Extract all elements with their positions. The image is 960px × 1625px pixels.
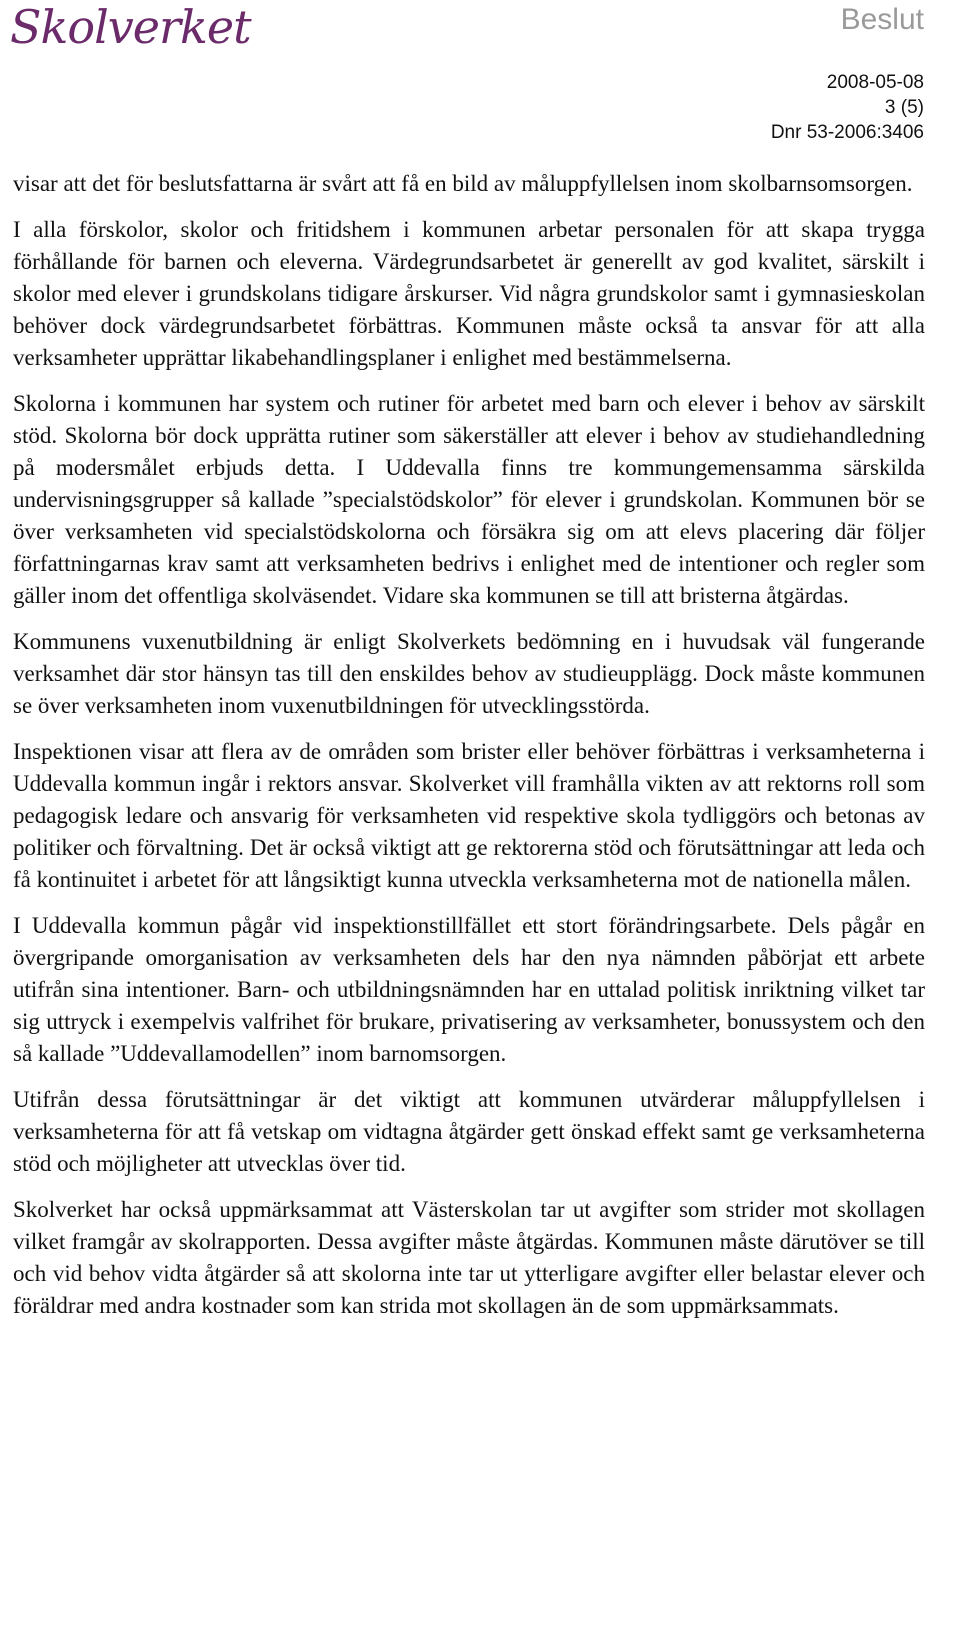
paragraph: Kommunens vuxenutbildning är enligt Skolverkets bedömning en i huvudsak väl fungerande verksamhet där stor hänsyn tas till den enskildes behov av studieupplägg. Dock måste kommunen se över verksamheten inom vuxenutbildningen för utvecklingsstörda. [13, 629, 925, 718]
paragraph: Utifrån dessa förutsättningar är det viktigt att kommunen utvärderar måluppfyllelsen i verksamheterna för att få vetskap om vidtagna åtgärder gett önskad effekt samt ge verksamheterna stöd och möjligheter att utvecklas över tid. [13, 1087, 925, 1176]
document-date: 2008-05-08 [826, 72, 924, 93]
document-meta [771, 70, 924, 145]
paragraph: I alla förskolor, skolor och fritidshem i kommunen arbetar personalen för att skapa trygga förhållande för barnen och eleverna. Värdegrundsarbetet är generellt av god kvalitet, särskilt i skolor med elever i grundskolans tidigare årskurser. Vid några grundskolor samt i gymnasieskolan behöver dock värdegrundsarbetet förbättras. Kommunen måste också ta ansvar för att alla verksamheter upprättar likabehandlingsplaner i enlighet med bestämmelserna. [13, 217, 925, 370]
document-reference: Dnr 53-2006:3406 [770, 122, 924, 143]
page-number: 3 (5) [884, 97, 924, 118]
paragraph: visar att det för beslutsfattarna är svårt att få en bild av måluppfyllelsen inom skolbarnsomsorgen. [13, 171, 913, 196]
document-type: Beslut [840, 3, 924, 36]
paragraph: Skolverket har också uppmärksammat att Västerskolan tar ut avgifter som strider mot skollagen vilket framgår av skolrapporten. Dessa avgifter måste åtgärdas. Kommunen måste därutöver se till och vid behov vidta åtgärder så att skolorna inte tar ut ytterligare avgifter eller belastar elever och föräldrar med andra kostnader som kan strida mot skollagen än de som uppmärksammats. [13, 1197, 925, 1318]
paragraph: Inspektionen visar att flera av de områden som brister eller behöver förbättras i verksamheterna i Uddevalla kommun ingår i rektors ansvar. Skolverket vill framhålla vikten av att rektorns roll som pedagogisk ledare och ansvarig för verksamheten vid respektive skola tydliggörs och betonas av politiker och förvaltning. Det är också viktigt att ge rektorerna stöd och förutsättningar att leda och få kontinuitet i arbetet för att långsiktigt kunna utveckla verksamheterna mot de nationella målen. [13, 739, 925, 892]
paragraph: I Uddevalla kommun pågår vid inspektionstillfället ett stort förändringsarbete. Dels pågår en övergripande omorganisation av verksamheten dels har den nya nämnden påbörjat ett arbete utifrån sina intentioner. Barn- och utbildningsnämnden har en uttalad politisk inriktning vilket tar sig uttryck i exempelvis valfrihet för brukare, privatisering av verksamheter, bonussystem och den så kallade ”Uddevallamodellen” inom barnomsorgen. [13, 913, 925, 1066]
paragraph: Skolorna i kommunen har system och rutiner för arbetet med barn och elever i behov av särskilt stöd. Skolorna bör dock upprätta rutiner som säkerställer att elever i behov av studiehandledning på modersmålet erbjuds detta. I Uddevalla finns tre kommungemensamma särskilda undervisningsgrupper så kallade ”specialstödskolor” för elever i grundskolan. Kommunen bör se över verksamheten vid specialstödskolorna och försäkra sig om att elevs placering där följer författningarnas krav samt att verksamheten bedrivs i enlighet med de intentioner och regler som gäller inom det offentliga skolväsendet. Vidare ska kommunen se till att bristerna åtgärdas. [13, 391, 925, 608]
skolverket-logo: Skolverket [10, 0, 251, 54]
body-text [13, 168, 925, 1336]
